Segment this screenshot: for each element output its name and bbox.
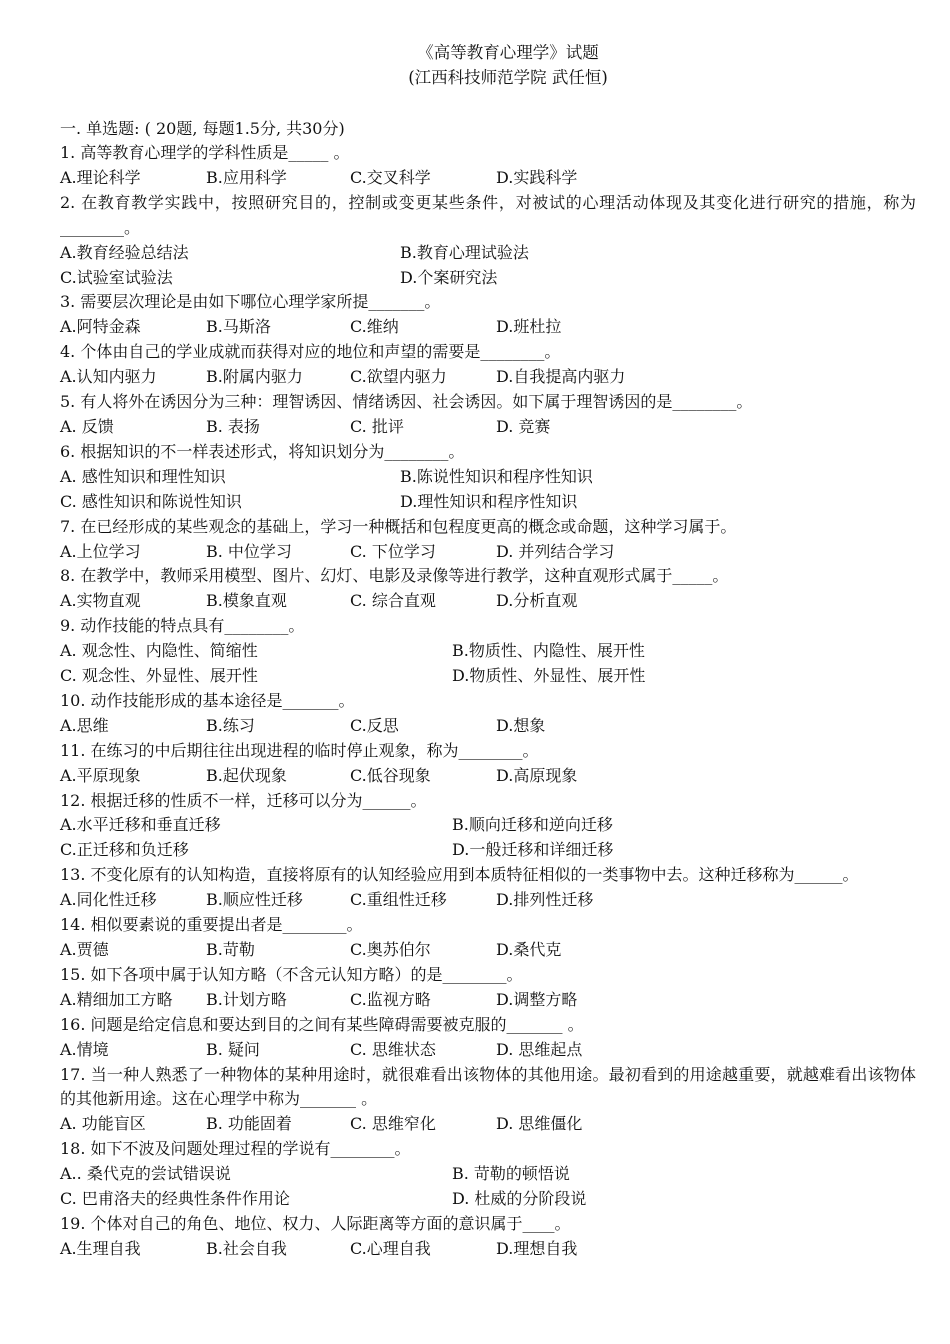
- option-row: [60, 664, 916, 689]
- question-item: [60, 1212, 916, 1262]
- option-row: [60, 1187, 916, 1212]
- answer-option: C.重组性迁移: [350, 890, 447, 910]
- answer-option: A.理论科学: [60, 167, 141, 187]
- question-stem: 2. 在教育教学实践中，按照研究目的，控制或变更某些条件，对被试的心理活动体现及其变化进行研究的措施，称为________。: [60, 192, 916, 237]
- question-list: [60, 141, 916, 1262]
- question-item: [60, 739, 916, 789]
- answer-option: A.同化性迁移: [60, 890, 157, 910]
- question-item: [60, 1013, 916, 1063]
- answer-option: C. 下位学习: [350, 541, 436, 561]
- answer-option: B.苛勒: [206, 940, 255, 959]
- question-item: [60, 689, 916, 739]
- answer-option: A.认知内驱力: [60, 367, 157, 387]
- option-row: [60, 365, 916, 390]
- option-row: [60, 1162, 916, 1187]
- answer-option: D. 杜威的分阶段说: [452, 1189, 587, 1209]
- option-row: [60, 589, 916, 614]
- answer-option: B.应用科学: [206, 167, 287, 187]
- answer-option: A.水平迁移和垂直迁移: [60, 815, 221, 835]
- answer-option: B.附属内驱力: [206, 367, 303, 387]
- answer-option: D.个案研究法: [400, 267, 498, 287]
- answer-option: A. 观念性、内隐性、简缩性: [60, 641, 258, 661]
- answer-option: D.班杜拉: [496, 317, 562, 337]
- question-item: [60, 515, 916, 565]
- answer-option: C. 巴甫洛夫的经典性条件作用论: [60, 1189, 290, 1209]
- question-item: [60, 440, 916, 515]
- answer-option: B.模象直观: [206, 591, 287, 611]
- answer-option: D.理性知识和程序性知识: [400, 491, 578, 511]
- question-stem: 18. 如下不波及问题处理过程的学说有________。: [60, 1139, 411, 1159]
- answer-option: B.陈说性知识和程序性知识: [400, 466, 593, 486]
- answer-option: C.交叉科学: [350, 167, 431, 187]
- question-stem: 7. 在已经形成的某些观念的基础上，学习一种概括和包程度更高的概念或命题，这种学习属于。: [60, 516, 737, 536]
- question-stem: 10. 动作技能形成的基本途径是_______。: [60, 690, 355, 710]
- option-row: [60, 315, 916, 340]
- question-item: [60, 789, 916, 864]
- option-row: [60, 764, 916, 789]
- option-row: [60, 465, 916, 490]
- option-row: [60, 888, 916, 913]
- question-item: [60, 191, 916, 291]
- question-item: [60, 913, 916, 963]
- question-stem: 13. 不变化原有的认知构造，直接将原有的认知经验应用到本质特征相似的一类事物中去。这种迁移称为______。: [60, 865, 859, 885]
- answer-option: C. 综合直观: [350, 591, 436, 611]
- option-row: [60, 1237, 916, 1262]
- answer-option: D.想象: [496, 715, 546, 735]
- answer-option: D. 思维起点: [496, 1039, 583, 1059]
- answer-option: B.马斯洛: [206, 317, 271, 337]
- answer-option: B. 苛勒的顿悟说: [452, 1164, 570, 1184]
- question-item: [60, 614, 916, 689]
- option-row: [60, 1112, 916, 1137]
- option-row: [60, 241, 916, 266]
- question-item: [60, 1063, 916, 1138]
- answer-option: B.社会自我: [206, 1238, 287, 1258]
- question-stem: 14. 相似要素说的重要提出者是________。: [60, 915, 363, 935]
- answer-option: C.维纳: [350, 317, 399, 337]
- answer-option: B.顺向迁移和逆向迁移: [452, 815, 613, 835]
- answer-option: D. 竞赛: [496, 416, 551, 436]
- answer-option: A. 功能盲区: [60, 1114, 146, 1134]
- question-stem: 5. 有人将外在诱因分为三种：理智诱因、情绪诱因、社会诱因。如下属于理智诱因的是________。: [60, 392, 753, 412]
- answer-option: B.教育心理试验法: [400, 242, 529, 262]
- question-stem: 15. 如下各项中属于认知方略（不含元认知方略）的是________。: [60, 964, 523, 984]
- answer-option: A.思维: [60, 715, 109, 735]
- answer-option: C.心理自我: [350, 1238, 431, 1258]
- answer-option: C. 批评: [350, 416, 404, 436]
- answer-option: B.顺应性迁移: [206, 890, 303, 910]
- answer-option: A.情境: [60, 1039, 109, 1059]
- answer-option: C. 观念性、外显性、展开性: [60, 666, 258, 686]
- option-row: [60, 166, 916, 191]
- answer-option: C.奥苏伯尔: [350, 940, 431, 959]
- question-stem: 9. 动作技能的特点具有________。: [60, 616, 305, 636]
- option-row: [60, 415, 916, 440]
- question-stem: 19. 个体对自己的角色、地位、权力、人际距离等方面的意识属于____。: [60, 1213, 571, 1233]
- answer-option: D.实践科学: [496, 167, 578, 187]
- answer-option: C. 思维状态: [350, 1039, 436, 1059]
- question-stem: 12. 根据迁移的性质不一样，迁移可以分为______。: [60, 790, 427, 810]
- answer-option: A.精细加工方略: [60, 989, 173, 1009]
- question-item: [60, 863, 916, 913]
- answer-option: C.正迁移和负迁移: [60, 840, 189, 860]
- question-item: [60, 290, 916, 340]
- question-stem: 1. 高等教育心理学的学科性质是_____ 。: [60, 143, 350, 162]
- question-stem: 3. 需要层次理论是由如下哪位心理学家所提_______。: [60, 292, 441, 312]
- option-row: [60, 813, 916, 838]
- question-item: [60, 141, 916, 191]
- answer-option: D. 思维僵化: [496, 1114, 583, 1134]
- answer-option: B. 表扬: [206, 416, 260, 436]
- answer-option: D.调整方略: [496, 989, 578, 1009]
- answer-option: D.一般迁移和详细迁移: [452, 840, 614, 860]
- answer-option: B.计划方略: [206, 989, 287, 1009]
- answer-option: D.物质性、外显性、展开性: [452, 666, 646, 686]
- question-stem: 16. 问题是给定信息和要达到目的之间有某些障碍需要被克服的_______ 。: [60, 1014, 584, 1034]
- option-row: [60, 490, 916, 515]
- answer-option: D. 并列结合学习: [496, 541, 615, 561]
- question-stem: 17. 当一种人熟悉了一种物体的某种用途时，就很难看出该物体的其他用途。最初看到的用途越重要，就越难看出该物体的其他新用途。这在心理学中称为_______ 。: [60, 1064, 916, 1109]
- answer-option: C.低谷现象: [350, 765, 431, 785]
- title-block: [60, 40, 916, 90]
- answer-option: C.监视方略: [350, 989, 431, 1009]
- option-row: [60, 540, 916, 565]
- answer-option: B. 中位学习: [206, 541, 292, 561]
- option-row: [60, 266, 916, 291]
- answer-option: C.欲望内驱力: [350, 367, 447, 387]
- answer-option: D.自我提高内驱力: [496, 367, 626, 387]
- answer-option: D.桑代克: [496, 940, 562, 959]
- answer-option: C. 感性知识和陈说性知识: [60, 491, 242, 511]
- question-item: [60, 340, 916, 390]
- document-subtitle: (江西科技师范学院 武任恒): [408, 68, 608, 87]
- option-row: [60, 988, 916, 1013]
- option-row: [60, 938, 916, 963]
- answer-option: B.物质性、内隐性、展开性: [452, 641, 645, 661]
- answer-option: A. 感性知识和理性知识: [60, 466, 226, 486]
- answer-option: D.排列性迁移: [496, 890, 594, 910]
- document-title: 《高等教育心理学》试题: [417, 43, 599, 62]
- question-item: [60, 564, 916, 614]
- answer-option: A.贾德: [60, 940, 109, 959]
- answer-option: D.高原现象: [496, 765, 578, 785]
- answer-option: A.生理自我: [60, 1238, 141, 1258]
- option-row: [60, 1038, 916, 1063]
- question-stem: 11. 在练习的中后期往往出现进程的临时停止观象，称为________。: [60, 740, 539, 760]
- answer-option: D.理想自我: [496, 1238, 578, 1258]
- answer-option: A.平原现象: [60, 765, 141, 785]
- question-item: [60, 1137, 916, 1212]
- answer-option: B. 疑问: [206, 1039, 260, 1059]
- option-row: [60, 639, 916, 664]
- answer-option: A.实物直观: [60, 591, 141, 611]
- answer-option: A.. 桑代克的尝试错误说: [60, 1164, 231, 1184]
- answer-option: C.反思: [350, 715, 399, 735]
- question-stem: 8. 在教学中，教师采用模型、图片、幻灯、电影及录像等进行教学，这种直观形式属于_____。: [60, 566, 729, 586]
- question-stem: 4. 个体由自己的学业成就而获得对应的地位和声望的需要是________。: [60, 342, 561, 362]
- question-stem: 6. 根据知识的不一样表述形式，将知识划分为________。: [60, 441, 465, 461]
- section-heading: 一. 单选题: ( 20题, 每题1.5分, 共30分): [60, 119, 345, 138]
- answer-option: A. 反馈: [60, 416, 114, 436]
- question-item: [60, 963, 916, 1013]
- answer-option: C. 思维窄化: [350, 1114, 436, 1134]
- answer-option: B.起伏现象: [206, 765, 287, 785]
- option-row: [60, 838, 916, 863]
- question-item: [60, 390, 916, 440]
- answer-option: A.教育经验总结法: [60, 242, 189, 262]
- answer-option: A.阿特金森: [60, 317, 141, 337]
- answer-option: A.上位学习: [60, 541, 141, 561]
- answer-option: B.练习: [206, 715, 255, 735]
- answer-option: C.试验室试验法: [60, 267, 173, 287]
- answer-option: D.分析直观: [496, 591, 578, 611]
- option-row: [60, 714, 916, 739]
- answer-option: B. 功能固着: [206, 1114, 292, 1134]
